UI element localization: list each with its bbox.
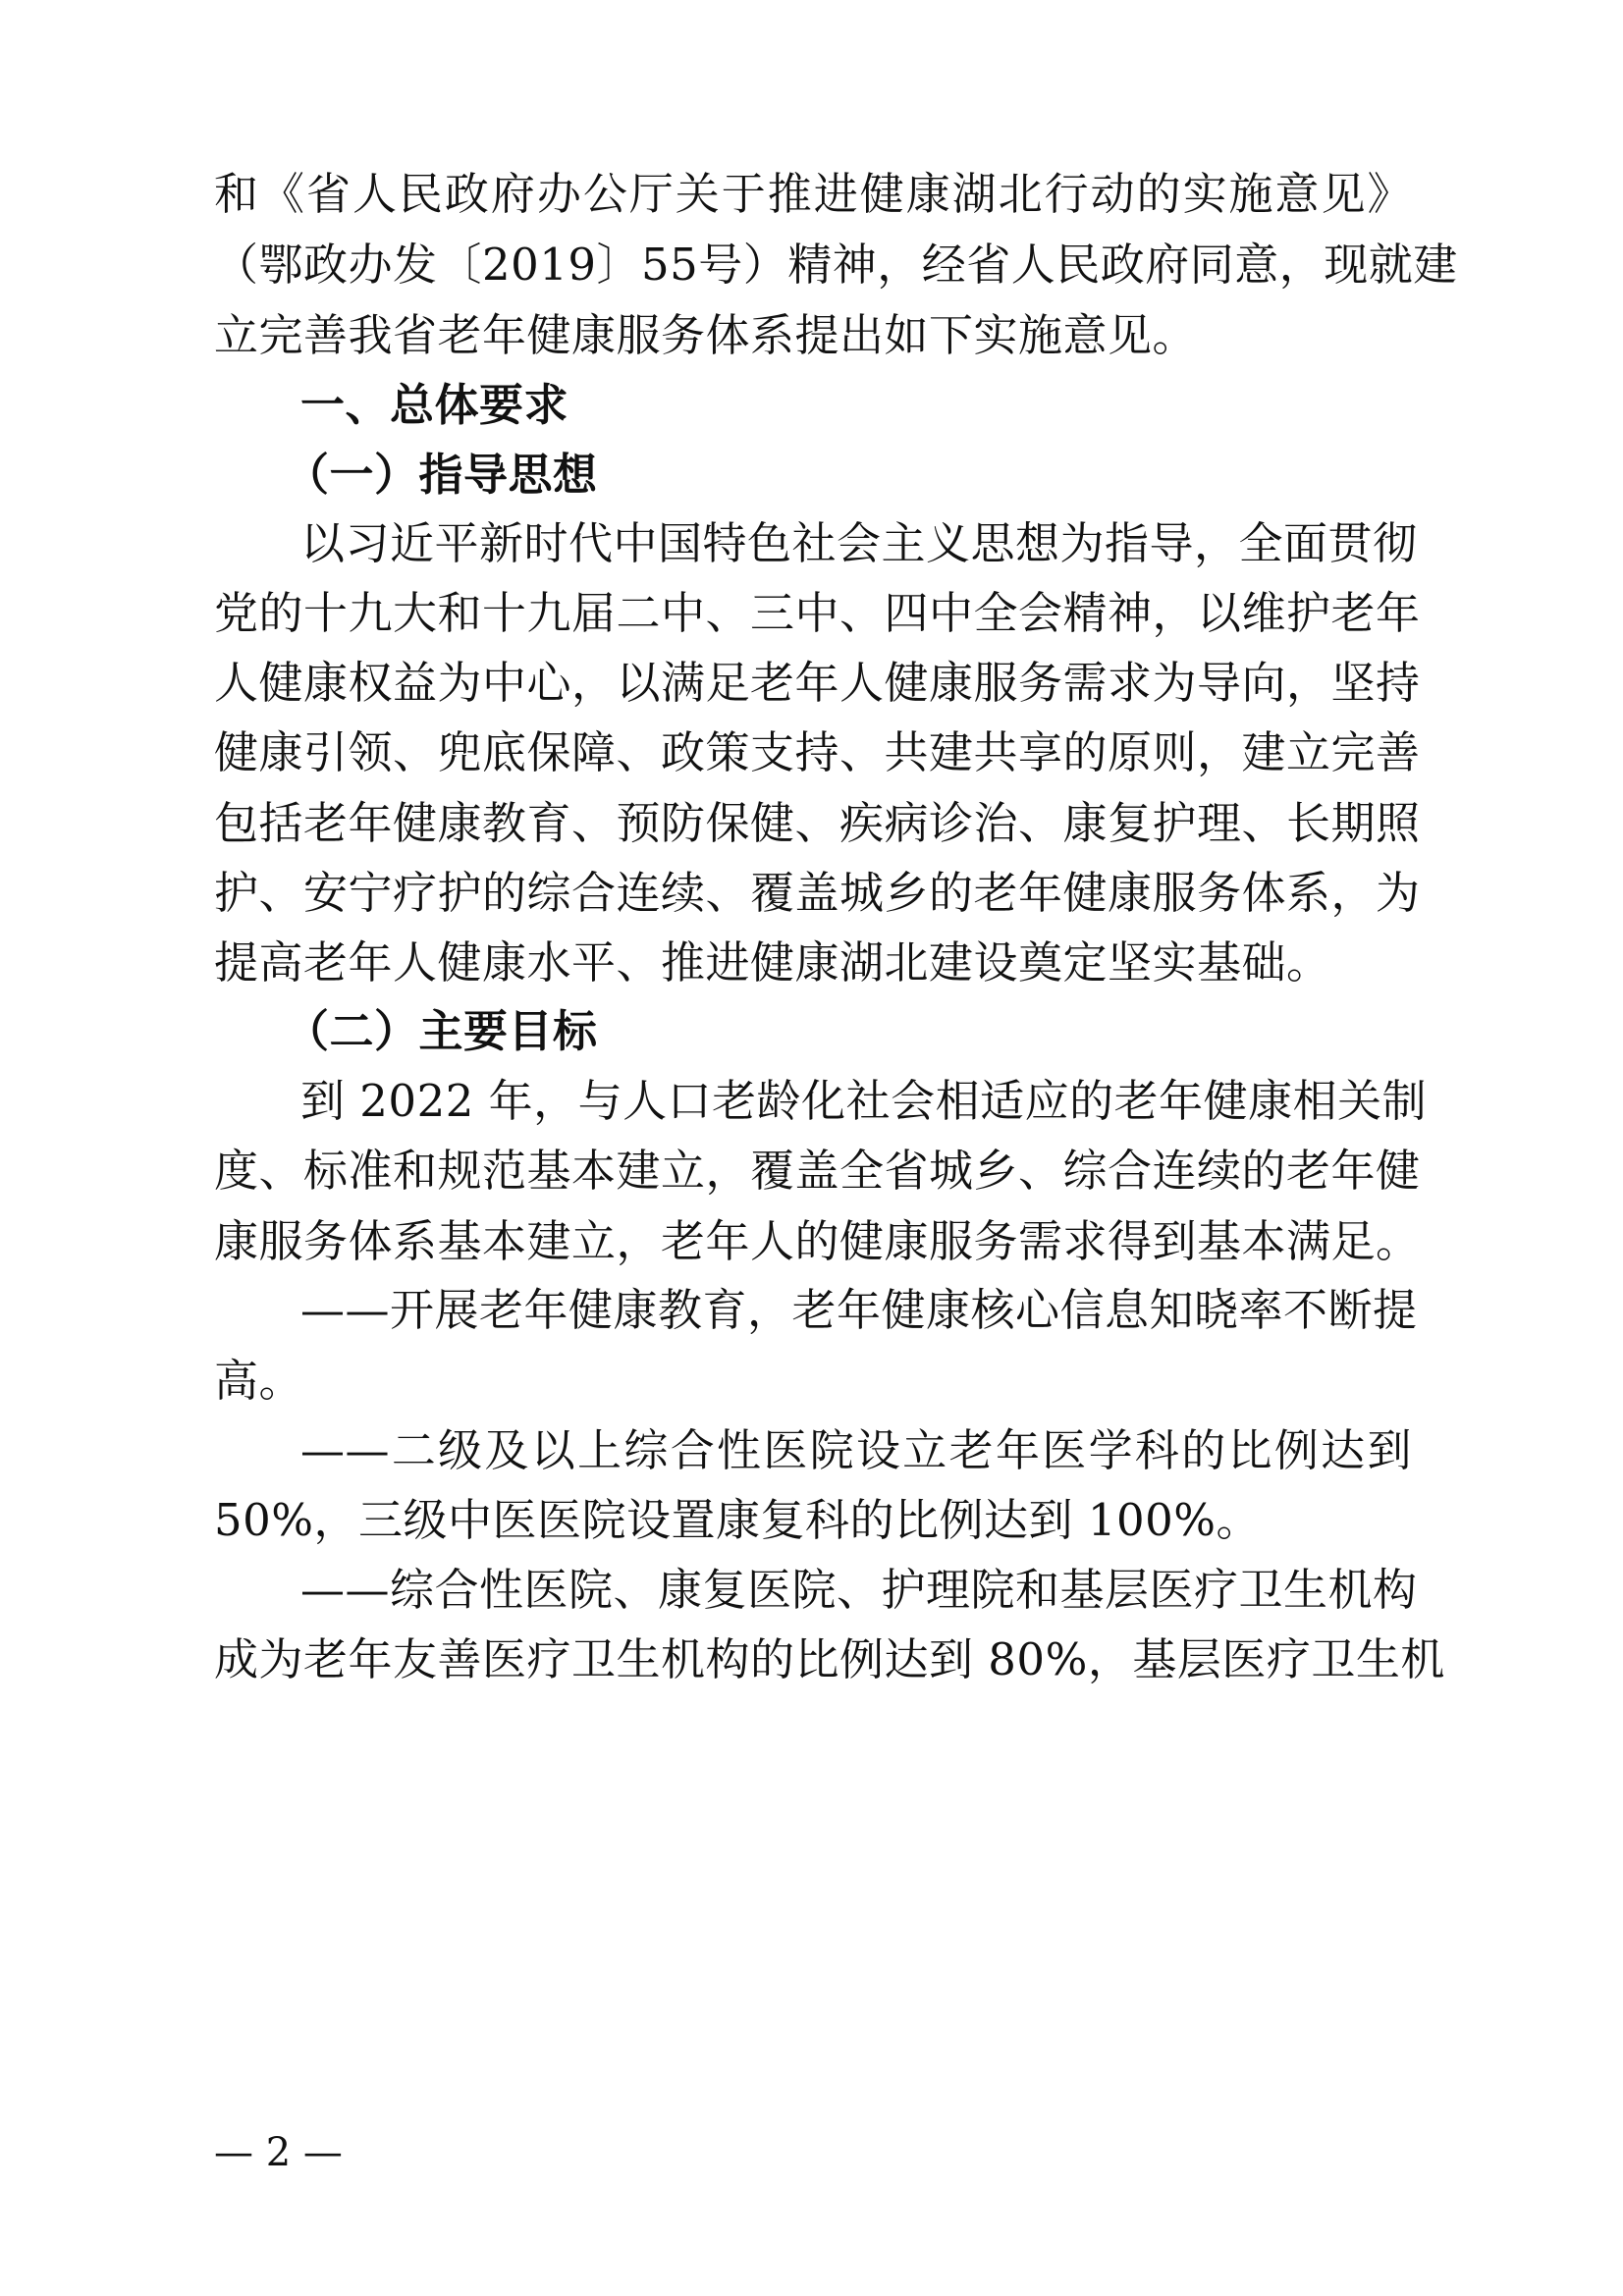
body-line: （鄂政办发〔2019〕55号）精神，经省人民政府同意，现就建 xyxy=(214,239,1458,291)
body-line: 成为老年友善医疗卫生机构的比例达到 80%，基层医疗卫生机 xyxy=(214,1633,1445,1685)
body-line: 提高老年人健康水平、推进健康湖北建设奠定坚实基础。 xyxy=(214,936,1331,988)
body-line: 50%，三级中医医院设置康复科的比例达到 100%。 xyxy=(214,1494,1261,1546)
body-line: 包括老年健康教育、预防保健、疾病诊治、康复护理、长期照 xyxy=(214,797,1421,849)
subsection-heading: （一）指导思想 xyxy=(285,449,598,501)
body-line: 护、安宁疗护的综合连续、覆盖城乡的老年健康服务体系，为 xyxy=(214,867,1421,919)
body-line: 高。 xyxy=(214,1355,304,1407)
body-line: 以习近平新时代中国特色社会主义思想为指导，全面贯彻 xyxy=(300,517,1418,569)
page-number: — 2 — xyxy=(214,2130,343,2175)
body-line: 和《省人民政府办公厅关于推进健康湖北行动的实施意见》 xyxy=(214,168,1412,220)
body-line: 康服务体系基本建立，老年人的健康服务需求得到基本满足。 xyxy=(214,1215,1421,1267)
body-line: 健康引领、兜底保障、政策支持、共建共享的原则，建立完善 xyxy=(214,726,1421,778)
body-line: ——开展老年健康教育，老年健康核心信息知晓率不断提 xyxy=(300,1284,1418,1336)
section-heading: 一、总体要求 xyxy=(300,379,569,431)
body-line: 立完善我省老年健康服务体系提出如下实施意见。 xyxy=(214,309,1198,361)
subsection-heading: （二）主要目标 xyxy=(285,1005,598,1057)
body-line: 党的十九大和十九届二中、三中、四中全会精神，以维护老年 xyxy=(214,587,1421,639)
body-line: 到 2022 年，与人口老龄化社会相适应的老年健康相关制 xyxy=(300,1075,1428,1127)
body-line: ——二级及以上综合性医院设立老年医学科的比例达到 xyxy=(300,1424,1412,1476)
body-line: 度、标准和规范基本建立，覆盖全省城乡、综合连续的老年健 xyxy=(214,1145,1421,1197)
body-line: 人健康权益为中心，以满足老年人健康服务需求为导向，坚持 xyxy=(214,657,1421,709)
body-line: ——综合性医院、康复医院、护理院和基层医疗卫生机构 xyxy=(300,1564,1418,1616)
